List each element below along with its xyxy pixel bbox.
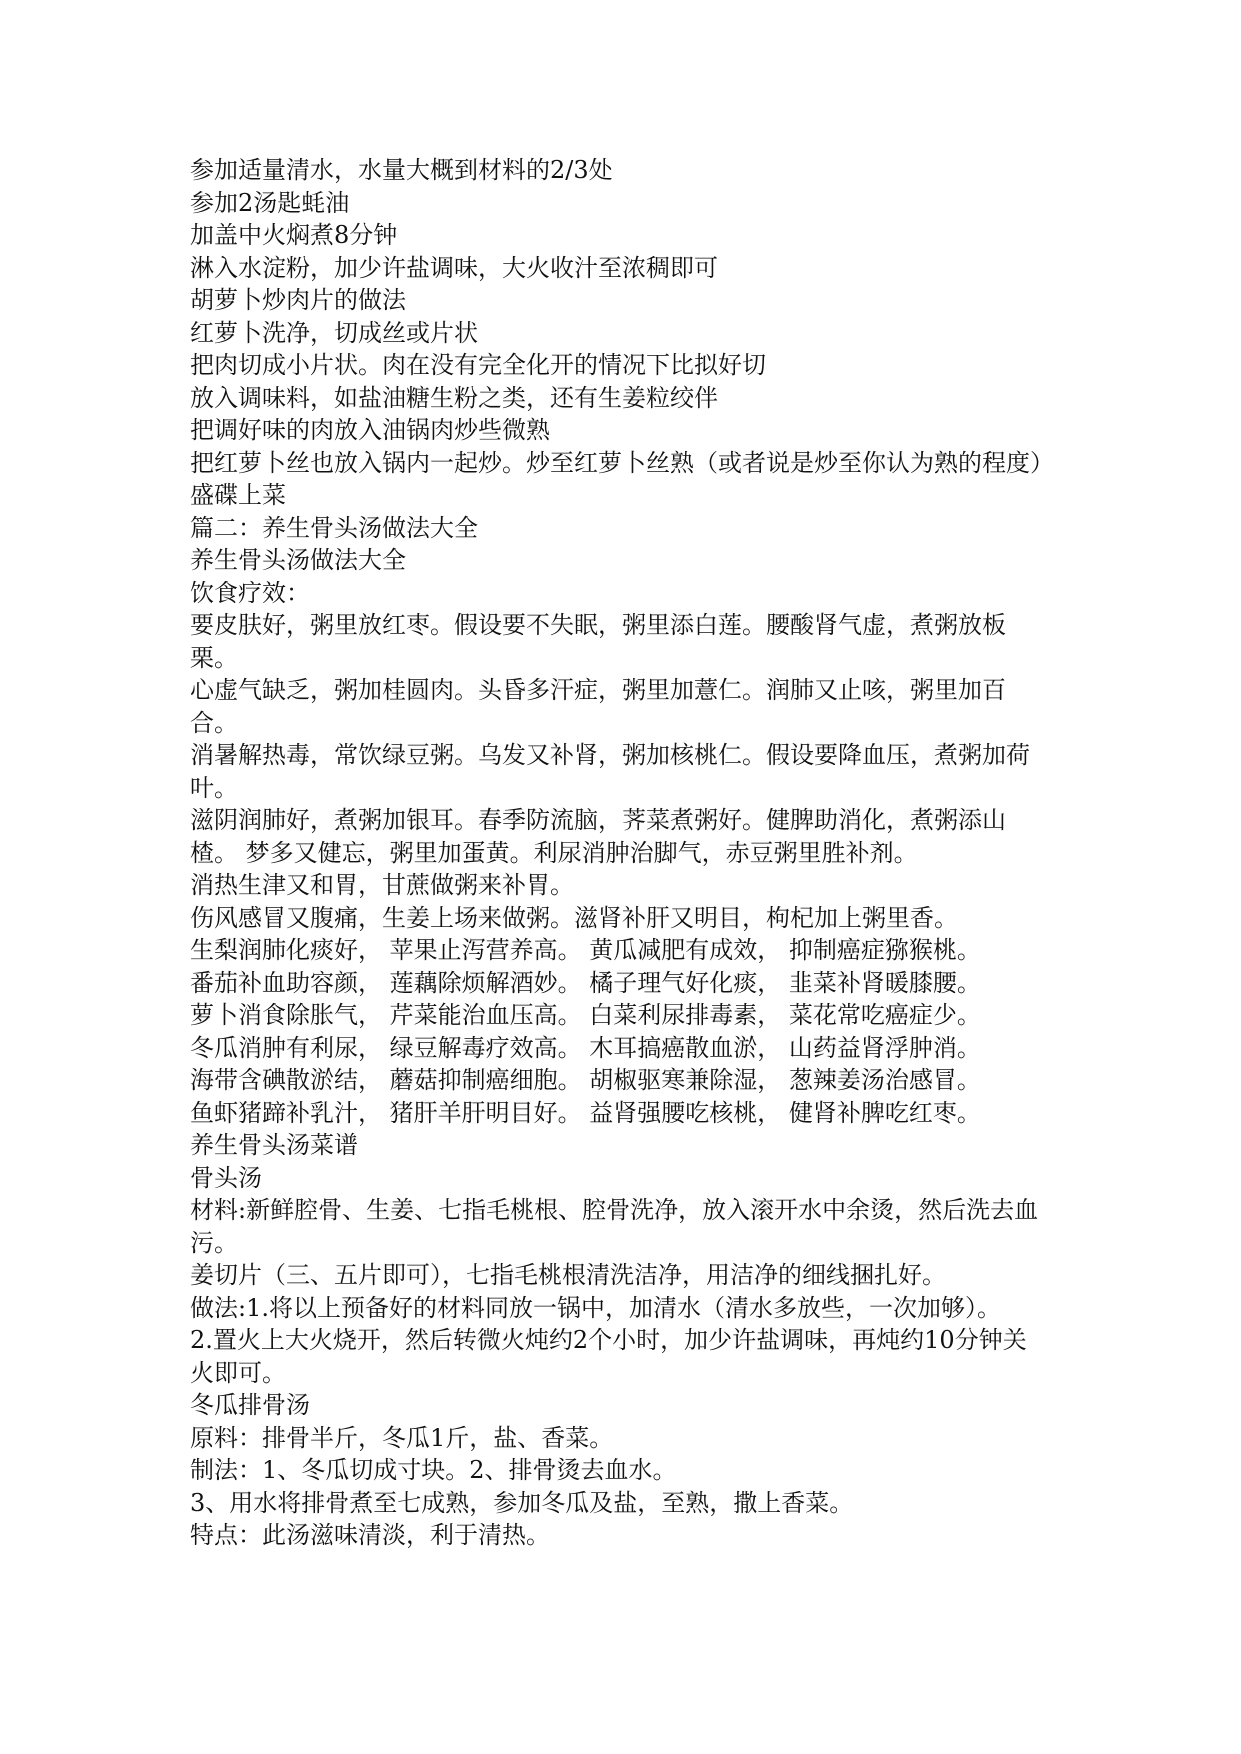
- text-line: 把调好味的肉放入油锅肉炒些微熟: [190, 416, 550, 444]
- text-line: 消暑解热毒，常饮绿豆粥。乌发又补肾，粥加核桃仁。假设要降血压，煮粥加荷叶。: [190, 741, 1030, 802]
- text-line: 把红萝卜丝也放入锅内一起炒。炒至红萝卜丝熟（或者说是炒至你认为熟的程度）: [190, 448, 1054, 477]
- text-line: 盛碟上菜: [190, 481, 286, 509]
- text-line: 2.置火上大火烧开，然后转微火炖约2个小时，加少许盐调味，再炖约10分钟关火即可。: [190, 1326, 1027, 1387]
- text-line: 海带含碘散淤结， 蘑菇抑制癌细胞。 胡椒驱寒兼除湿， 葱辣姜汤治感冒。: [190, 1066, 981, 1094]
- text-line: 参加适量清水，水量大概到材料的2/3处: [190, 156, 613, 184]
- text-line: 制法：1、冬瓜切成寸块。2、排骨烫去血水。: [190, 1456, 677, 1484]
- text-line: 生梨润肺化痰好， 苹果止泻营养高。 黄瓜减肥有成效， 抑制癌症猕猴桃。: [190, 936, 981, 964]
- text-line: 番茄补血助容颜， 莲藕除烦解酒妙。 橘子理气好化痰， 韭菜补肾暖膝腰。: [190, 968, 981, 997]
- text-line: 心虚气缺乏，粥加桂圆肉。头昏多汗症，粥里加薏仁。润肺又止咳，粥里加百合。: [190, 676, 1006, 737]
- text-line: 特点：此汤滋味清淡，利于清热。: [190, 1521, 550, 1549]
- recipe-title: 骨头汤: [190, 1163, 262, 1192]
- text-line: 做法:1.将以上预备好的材料同放一锅中，加清水（清水多放些，一次加够）。: [190, 1293, 1001, 1322]
- text-line: 淋入水淀粉，加少许盐调味，大火收汁至浓稠即可: [190, 253, 718, 282]
- text-line: 冬瓜消肿有利尿， 绿豆解毒疗效高。 木耳搞癌散血淤， 山药益肾浮肿消。: [190, 1033, 981, 1062]
- section-heading: 饮食疗效：: [190, 578, 310, 607]
- text-line: 红萝卜洗净，切成丝或片状: [190, 318, 478, 347]
- text-line: 萝卜消食除胀气， 芹菜能治血压高。 白菜利尿排毒素， 菜花常吃癌症少。: [190, 1001, 981, 1029]
- text-line: 参加2汤匙蚝油: [190, 188, 350, 217]
- text-line: 伤风感冒又腹痛，生姜上场来做粥。滋肾补肝又明目，枸杞加上粥里香。: [190, 903, 958, 932]
- recipe-title: 冬瓜排骨汤: [190, 1391, 310, 1419]
- text-line: 材料:新鲜腔骨、生姜、七指毛桃根、腔骨洗净，放入滚开水中余烫，然后洗去血污。: [190, 1196, 1039, 1257]
- text-line: 放入调味料，如盐油糖生粉之类，还有生姜粒绞伴: [190, 383, 718, 412]
- text-line: 要皮肤好，粥里放红枣。假设要不失眠，粥里添白莲。腰酸肾气虚，煮粥放板栗。: [190, 611, 1006, 672]
- chapter-title: 篇二：养生骨头汤做法大全: [190, 513, 478, 542]
- text-line: 把肉切成小片状。肉在没有完全化开的情况下比拟好切: [190, 351, 766, 379]
- text-line: 消热生津又和胃，甘蔗做粥来补胃。: [190, 871, 574, 899]
- section-heading: 养生骨头汤菜谱: [190, 1131, 358, 1159]
- text-line: 原料：排骨半斤，冬瓜1斤，盐、香菜。: [190, 1423, 614, 1452]
- text-line: 加盖中火焖煮8分钟: [190, 221, 398, 249]
- text-line: 鱼虾猪蹄补乳汁， 猪肝羊肝明目好。 益肾强腰吃核桃， 健肾补脾吃红枣。: [190, 1098, 981, 1127]
- text-line: 滋阴润肺好，煮粥加银耳。春季防流脑，荠菜煮粥好。健脾助消化，煮粥添山楂。 梦多又健忘，粥里加蛋黄。利尿消肿治脚气，赤豆粥里胜补剂。: [190, 806, 1006, 867]
- text-line: 3、用水将排骨煮至七成熟，参加冬瓜及盐，至熟，撒上香菜。: [190, 1488, 854, 1517]
- section-heading: 胡萝卜炒肉片的做法: [190, 286, 406, 314]
- section-heading: 养生骨头汤做法大全: [190, 546, 406, 574]
- document-body: [190, 154, 1054, 1552]
- text-line: 姜切片（三、五片即可），七指毛桃根清洗洁净，用洁净的细线捆扎好。: [190, 1261, 946, 1289]
